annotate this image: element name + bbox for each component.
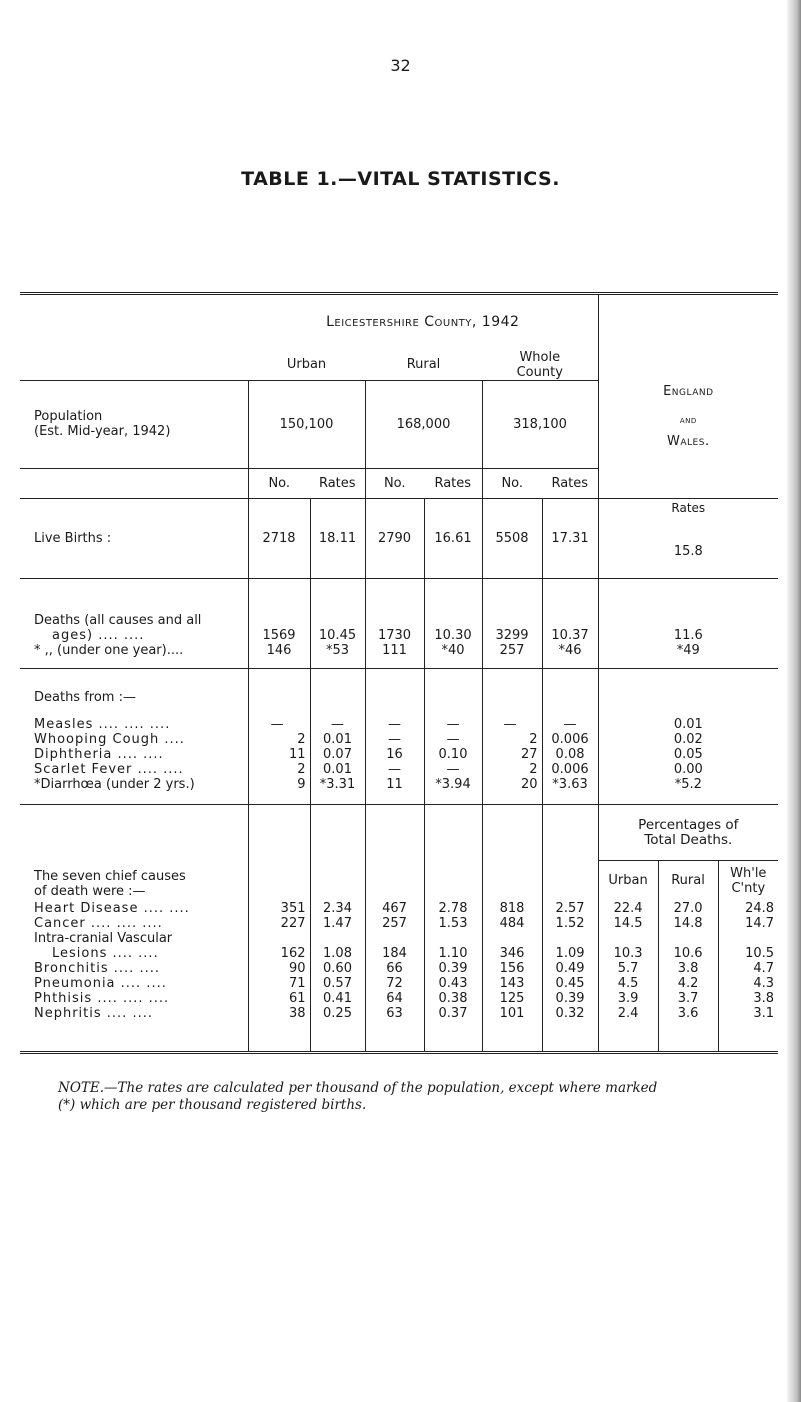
cell: 818 484 346 156 143 125 101 bbox=[482, 901, 542, 1053]
table-title: TABLE 1.—VITAL STATISTICS. bbox=[241, 168, 560, 190]
footnote-line-2: (*) which are per thousand registered births. bbox=[58, 1097, 367, 1113]
cell: 1569 146 bbox=[248, 579, 310, 669]
page-number: 32 bbox=[390, 56, 411, 75]
page-edge-shadow bbox=[787, 0, 801, 1402]
cell: 1730 111 bbox=[365, 579, 424, 669]
deaths-england: 11.6 *49 bbox=[598, 579, 778, 669]
cell: 10.37 *46 bbox=[542, 579, 598, 669]
cell: 467 257 184 66 72 64 63 bbox=[365, 901, 424, 1053]
cell: 24.8 14.7 10.5 4.7 4.3 3.8 3.1 bbox=[718, 901, 778, 1053]
deaths-from-labels: Deaths from :— Measles .... .... .... Whooping Cough .... Diphtheria .... .... Scarlet Fever .... .... *Diarrhœa (under 2 yrs.) bbox=[20, 669, 248, 805]
population-rural: 168,000 bbox=[365, 380, 482, 468]
cell: 10.30 *40 bbox=[424, 579, 482, 669]
cell: 2790 bbox=[365, 499, 424, 579]
urban-rates-header: Rates bbox=[310, 468, 365, 498]
live-births-row bbox=[20, 499, 778, 579]
pct-urban-header: Urban bbox=[598, 861, 658, 901]
population-urban: 150,100 bbox=[248, 380, 365, 468]
cell: — 2 11 2 9 bbox=[248, 669, 310, 805]
cell: 2.34 1.47 1.08 0.60 0.57 0.41 0.25 bbox=[310, 901, 365, 1053]
urban-no-header: No. bbox=[248, 468, 310, 498]
cell: — 0.006 0.08 0.006 *3.63 bbox=[542, 669, 598, 805]
cell: 10.45 *53 bbox=[310, 579, 365, 669]
live-births-label: Live Births : bbox=[20, 499, 248, 579]
deaths-from-block bbox=[20, 669, 778, 805]
vital-statistics-table bbox=[20, 292, 778, 1054]
rural-header: Rural bbox=[406, 357, 441, 372]
header-blank bbox=[20, 294, 248, 381]
percentages-heading: Percentages of Total Deaths. bbox=[598, 805, 778, 861]
pct-rural-header: Rural bbox=[658, 861, 718, 901]
urban-header: Urban bbox=[286, 357, 327, 372]
rural-rates-header: Rates bbox=[424, 468, 482, 498]
deaths-label: Deaths (all causes and all ages) .... .... * ,, (under one year).... bbox=[20, 579, 248, 669]
population-label: Population (Est. Mid-year, 1942) bbox=[20, 380, 248, 468]
cell: 2.78 1.53 1.10 0.39 0.43 0.38 0.37 bbox=[424, 901, 482, 1053]
county-group-header: Leicestershire County, 1942 bbox=[326, 313, 520, 330]
deaths-row bbox=[20, 579, 778, 669]
rural-no-header: No. bbox=[365, 468, 424, 498]
cell: 22.4 14.5 10.3 5.7 4.5 3.9 2.4 bbox=[598, 901, 658, 1053]
seven-causes-block bbox=[20, 901, 778, 1053]
whole-county-header: Whole County bbox=[516, 349, 563, 380]
cell: 18.11 bbox=[310, 499, 365, 579]
cell: 17.31 bbox=[542, 499, 598, 579]
deaths-from-england: 0.01 0.02 0.05 0.00 *5.2 bbox=[598, 669, 778, 805]
pct-whole-header: Wh'le C'nty bbox=[718, 861, 778, 901]
footnote-line-1: NOTE.—The rates are calculated per thousand of the population, except where marked bbox=[58, 1080, 658, 1096]
cell: 2.57 1.52 1.09 0.49 0.45 0.39 0.32 bbox=[542, 901, 598, 1053]
cell: 16.61 bbox=[424, 499, 482, 579]
cell: — — 16 — 11 bbox=[365, 669, 424, 805]
cell: 27.0 14.8 10.6 3.8 4.2 3.7 3.6 bbox=[658, 901, 718, 1053]
seven-causes-labels: Heart Disease .... .... Cancer .... .... .... Intra-cranial Vascular Lesions .... .... Bronchitis .... .... Pneumonia .... .... Phthisis .... .... .... Nephritis .... .... bbox=[34, 900, 190, 1021]
cell: 5508 bbox=[482, 499, 542, 579]
cell: — — 0.10 — *3.94 bbox=[424, 669, 482, 805]
cell: — 2 27 2 20 bbox=[482, 669, 542, 805]
whole-no-header: No. bbox=[482, 468, 542, 498]
cell: 351 227 162 90 71 61 38 bbox=[248, 901, 310, 1053]
population-whole: 318,100 bbox=[482, 380, 598, 468]
cell: — 0.01 0.07 0.01 *3.31 bbox=[310, 669, 365, 805]
live-births-england: Rates 15.8 bbox=[598, 499, 778, 579]
cell: 2718 bbox=[248, 499, 310, 579]
whole-rates-header: Rates bbox=[542, 468, 598, 498]
cell: 3299 257 bbox=[482, 579, 542, 669]
england-wales-header: England and Wales. bbox=[598, 294, 778, 499]
footnote bbox=[58, 1080, 778, 1114]
seven-causes-heading: The seven chief causes of death were :— bbox=[20, 805, 248, 901]
